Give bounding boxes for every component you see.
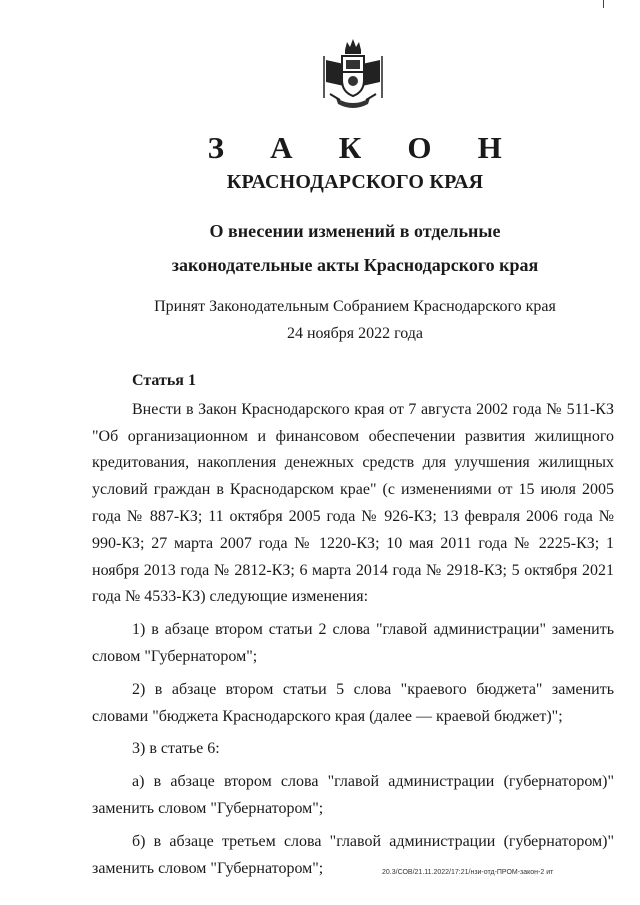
article-item-3b: б) в абзаце третьем слова "главой администрации (губернатором)" заменить словом "Губернатором"; [92,832,614,877]
article-item-1: 1) в абзаце втором статьи 2 слова "главой администрации" заменить словом "Губернатором"; [92,621,614,665]
article-body [92,368,614,882]
page-edge-mark [603,0,604,8]
article-item-3a: а) в абзаце втором слова "главой администрации (губернатором)" заменить словом "Губернатором"; [92,773,614,817]
adopted-date-line: 24 ноября 2022 года [286,325,424,342]
krasnodar-coat-of-arms-icon [318,36,388,112]
article-heading: Статья 1 [132,372,196,389]
document-title: З А К О Н [207,130,522,165]
article-intro-paragraph: Внести в Закон Краснодарского края от 7 августа 2002 года № 511-КЗ "Об организационном и финансовом обеспечении развития жилищного кредитования, накопления денежных средств для улучшения жилищных условий граждан в Краснодарском крае" (с изменениями от 15 июля 2005 года № 887-КЗ; 11 октября 2005 года № 926-КЗ; 13 февраля 2006 года № 990-КЗ; 27 марта 2007 года № 1220-КЗ; 10 мая 2011 года № 2225-КЗ; 1 ноября 2013 года № 2812-КЗ; 6 марта 2014 года № 2918-КЗ; 5 октября 2021 года № 4533-КЗ) следующие изменения: [92,400,614,606]
document-reference-footer: 20.3/СОВ/21.11.2022/17:21/нзи-отд-ПРОМ-закон-2 ит [382,869,554,876]
law-title-line-2: законодательные акты Краснодарского края [171,255,539,275]
document-subtitle: КРАСНОДАРСКОГО КРАЯ [226,171,484,193]
law-title-line-1: О внесении изменений в отдельные [209,221,501,241]
adopted-by-line: Принят Законодательным Собранием Краснодарского края [154,298,556,315]
article-item-2: 2) в абзаце втором статьи 5 слова "краевого бюджета" заменить словами "бюджета Краснодарского края (далее — краевой бюджет)"; [92,680,614,725]
article-item-3: 3) в статье 6: [132,740,220,758]
